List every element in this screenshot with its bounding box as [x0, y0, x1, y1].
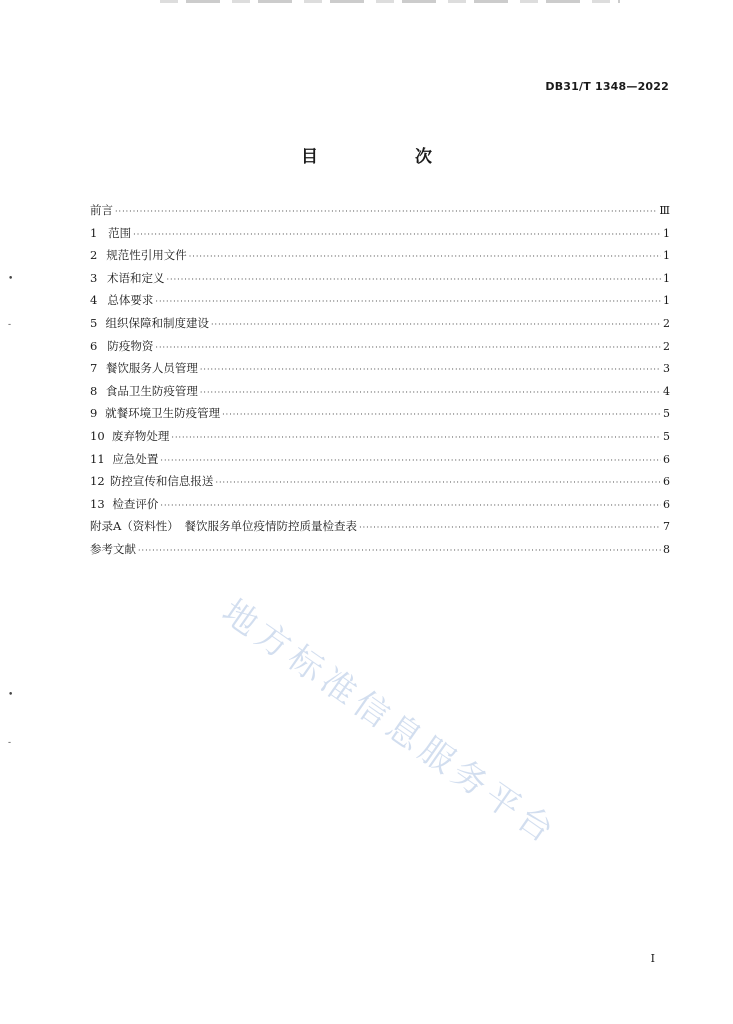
toc-entry-appendix-a[interactable] — [90, 518, 670, 541]
toc-entry-5[interactable] — [90, 315, 670, 338]
toc-entry-label: 应急处置 — [112, 451, 159, 466]
margin-bullet-mark: • — [8, 274, 14, 284]
toc-entry-page: 3 — [663, 362, 670, 376]
toc-leader-dots — [200, 365, 661, 374]
toc-entry-label: 餐饮服务人员管理 — [105, 361, 198, 376]
toc-leader-dots — [133, 230, 661, 239]
toc-entry-3[interactable] — [90, 270, 670, 293]
toc-entry-2[interactable] — [90, 247, 670, 270]
toc-leader-dots — [167, 275, 661, 284]
toc-entry-label: 废弃物处理 — [111, 428, 170, 443]
toc-entry-label: 总体要求 — [107, 293, 154, 308]
toc-leader-dots — [222, 410, 661, 419]
margin-dash-mark: - — [8, 320, 12, 330]
page-number: I — [650, 952, 655, 965]
toc-entry-number: 9 — [90, 406, 98, 421]
toc-leader-dots — [138, 546, 661, 555]
toc-entry-label: 术语和定义 — [107, 270, 165, 285]
toc-entry-number: 5 — [90, 315, 98, 330]
toc-entry-page: Ⅲ — [659, 204, 670, 217]
toc-entry-page: 6 — [663, 497, 670, 511]
toc-entry-number: 10 — [90, 428, 105, 443]
toc-entry-number: 12 — [90, 474, 105, 489]
toc-entry-9[interactable] — [90, 405, 670, 428]
toc-entry-7[interactable] — [90, 360, 670, 383]
toc-entry-label: 防疫物资 — [107, 338, 154, 353]
toc-leader-dots — [160, 501, 661, 510]
toc-leader-dots — [189, 252, 661, 261]
toc-entry-label: 规范性引用文件 — [106, 248, 187, 263]
toc-leader-dots — [115, 207, 657, 216]
toc-entry-number: 1 — [90, 225, 98, 240]
toc-entry-page: 1 — [663, 226, 670, 240]
scan-artifact — [160, 0, 620, 3]
toc-entry-page: 5 — [663, 407, 670, 421]
toc-entry-label: 检查评价 — [112, 496, 159, 511]
toc-entry-page: 2 — [663, 339, 670, 353]
toc-entry-number: 2 — [90, 248, 98, 263]
toc-entry-page: 1 — [663, 271, 670, 285]
toc-entry-references[interactable] — [90, 541, 670, 564]
toc-entry-number: 13 — [90, 496, 105, 511]
toc-entry-label: 食品卫生防疫管理 — [105, 383, 198, 398]
margin-dash-mark: - — [8, 738, 12, 748]
toc-entry-11[interactable] — [90, 451, 670, 474]
toc-entry-label: 附录A（资料性） 餐饮服务单位疫情防控质量检查表 — [90, 519, 358, 534]
toc-leader-dots — [171, 433, 661, 442]
toc-entry-page: 2 — [663, 316, 670, 330]
toc-entry-number: 8 — [90, 383, 98, 398]
toc-leader-dots — [160, 456, 661, 465]
toc-leader-dots — [155, 343, 661, 352]
toc-entry-label: 防控宣传和信息报送 — [109, 474, 214, 489]
toc-entry-label: 范围 — [108, 225, 132, 240]
toc-entry-number: 3 — [90, 270, 98, 285]
toc-entry-page: 4 — [663, 384, 670, 398]
toc-title: 目 次 — [301, 147, 472, 167]
toc-entry-number: 4 — [90, 293, 98, 308]
toc-entry-page: 1 — [663, 294, 670, 308]
toc-entry-label: 参考文献 — [90, 541, 136, 556]
toc-entry-8[interactable] — [90, 383, 670, 406]
toc-entry-page: 7 — [663, 520, 670, 534]
toc-entry-label: 就餐环境卫生防疫管理 — [105, 406, 221, 421]
toc-entry-page: 1 — [663, 249, 670, 263]
toc-leader-dots — [359, 523, 661, 532]
toc-entry-4[interactable] — [90, 292, 670, 315]
toc-entry-12[interactable] — [90, 473, 670, 496]
watermark: 地方标准信息服务平台 — [214, 591, 566, 854]
toc-entry-label: 组织保障和制度建设 — [105, 315, 209, 330]
toc-entry-page: 6 — [663, 452, 670, 466]
toc-entry-number: 7 — [90, 361, 98, 376]
toc-entry-number: 6 — [90, 338, 98, 353]
toc-list — [90, 202, 670, 564]
toc-entry-13[interactable] — [90, 496, 670, 519]
toc-leader-dots — [155, 297, 661, 306]
toc-entry-number: 11 — [90, 451, 105, 466]
toc-entry-page: 5 — [663, 429, 670, 443]
toc-entry-6[interactable] — [90, 338, 670, 361]
toc-leader-dots — [200, 388, 661, 397]
toc-entry-foreword[interactable] — [90, 202, 670, 225]
toc-leader-dots — [211, 320, 661, 329]
toc-entry-1[interactable] — [90, 225, 670, 248]
toc-entry-page: 8 — [663, 542, 670, 556]
toc-entry-10[interactable] — [90, 428, 670, 451]
toc-entry-page: 6 — [663, 475, 670, 489]
document-code: DB31/T 1348—2022 — [545, 80, 669, 93]
toc-entry-label: 前言 — [90, 203, 113, 217]
margin-bullet-mark: • — [8, 690, 14, 700]
toc-leader-dots — [215, 478, 661, 487]
